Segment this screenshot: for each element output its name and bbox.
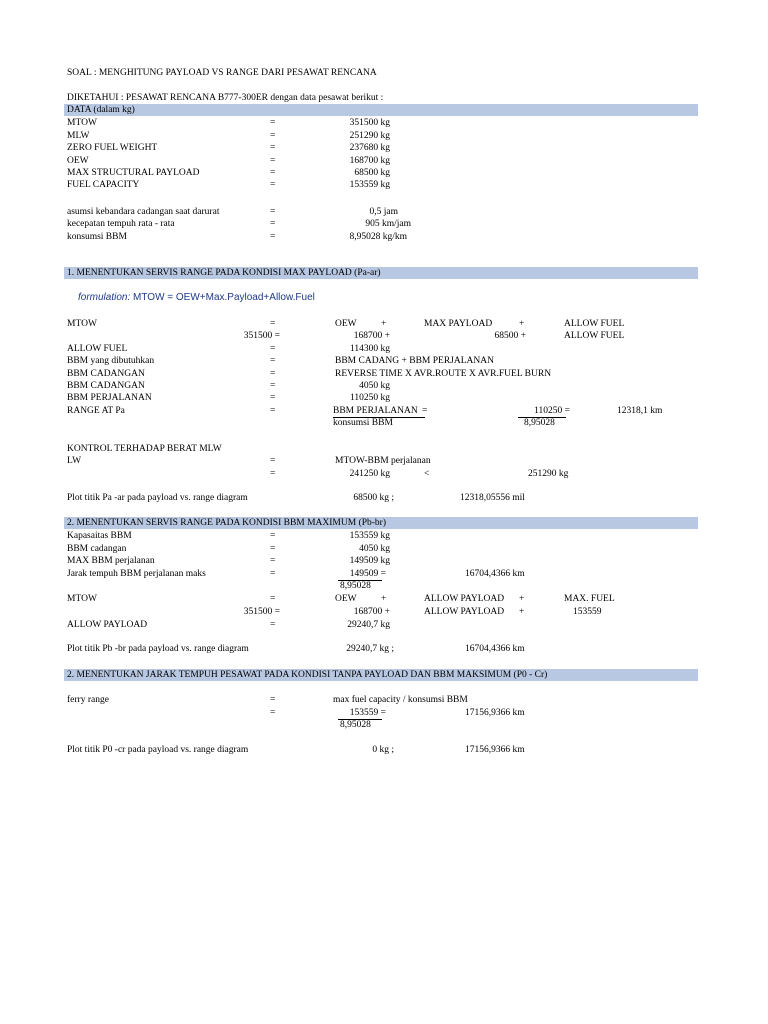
plot-pb-payload: 29240,7 kg ; <box>346 644 394 654</box>
plus: + <box>519 607 525 617</box>
equals: = <box>270 219 276 229</box>
data-value: 153559 kg <box>349 180 390 190</box>
allow-fuel-label: ALLOW FUEL <box>564 319 625 329</box>
plus: + <box>519 594 525 604</box>
range-divisor: 8,95028 <box>524 418 555 428</box>
ferry-result: 17156,9366 km <box>465 708 525 718</box>
equals: = <box>270 232 276 242</box>
equals: = <box>270 131 276 141</box>
data-value: 68500 kg <box>354 168 390 178</box>
page-title: SOAL : MENGHITUNG PAYLOAD VS RANGE DARI PESAWAT RENCANA <box>67 68 377 78</box>
oew-label: OEW <box>335 594 357 604</box>
kontrol-heading: KONTROL TERHADAP BERAT MLW <box>67 444 222 454</box>
equals: = <box>270 531 276 541</box>
data-label: OEW <box>67 156 89 166</box>
range-label: RANGE AT Pa <box>67 406 125 416</box>
allow-payload-row-label: ALLOW PAYLOAD <box>67 620 148 630</box>
equals: = <box>270 207 276 217</box>
max-fuel-value: 153559 <box>573 607 602 617</box>
equals: = <box>270 118 276 128</box>
jarak-result: 16704,4366 km <box>465 569 525 579</box>
plot-pa-range: 12318,05556 mil <box>460 493 525 503</box>
equals: = <box>270 393 276 403</box>
plot-p0-range: 17156,9366 km <box>465 745 525 755</box>
bbm-cadangan-label: BBM CADANGAN <box>67 369 145 379</box>
plus: + <box>519 319 525 329</box>
max-payload-value: 68500 + <box>494 331 526 341</box>
less-than: < <box>424 469 430 479</box>
oew-label: OEW <box>335 319 357 329</box>
data-label: MAX STRUCTURAL PAYLOAD <box>67 168 200 178</box>
section-2-header: 2. MENENTUKAN SERVIS RANGE PADA KONDISI BBM MAXIMUM (Pb-br) <box>67 518 387 528</box>
mtow-label: MTOW <box>67 319 97 329</box>
oew-value: 168700 + <box>353 331 390 341</box>
assumption-value: 0,5 jam <box>369 207 398 217</box>
allow-fuel-label: ALLOW FUEL <box>564 331 625 341</box>
equals: = <box>270 620 276 630</box>
assumption-value: 8,95028 kg/km <box>349 232 407 242</box>
plus: + <box>381 319 387 329</box>
section-1-header: 1. MENENTUKAN SERVIS RANGE PADA KONDISI MAX PAYLOAD (Pa-ar) <box>67 268 381 278</box>
bbm-perjalanan-label: BBM PERJALANAN <box>67 393 152 403</box>
formula-italic: formulation: <box>78 292 131 303</box>
plot-pa-label: Plot titik Pa -ar pada payload vs. range diagram <box>67 493 248 503</box>
assumption-label: konsumsi BBM <box>67 232 127 242</box>
equals: = <box>270 695 276 705</box>
plot-p0-label: Plot titik P0 -cr pada payload vs. range diagram <box>67 745 249 755</box>
range-numerator: BBM PERJALANAN <box>333 406 418 416</box>
lw-formula: MTOW-BBM perjalanan <box>335 456 431 466</box>
equals: = <box>270 168 276 178</box>
range-value: 110250 = <box>534 406 570 416</box>
data-label: MLW <box>67 131 90 141</box>
bbm-need-label: BBM yang dibutuhkan <box>67 356 155 366</box>
data-header: DATA (dalam kg) <box>67 105 135 115</box>
assumption-label: asumsi kebandara cadangan saat darurat <box>67 207 220 217</box>
allow-payload-label: ALLOW PAYLOAD <box>424 594 505 604</box>
lw-label: LW <box>67 456 82 466</box>
ferry-denominator: 8,95028 <box>340 720 371 730</box>
equals: = <box>270 156 276 166</box>
equals: = <box>270 356 276 366</box>
formula-text: MTOW = OEW+Max.Payload+Allow.Fuel <box>130 292 315 303</box>
equals: = <box>270 381 276 391</box>
data-value: 237680 kg <box>349 143 390 153</box>
s2-row-label: MAX BBM perjalanan <box>67 556 155 566</box>
allow-payload-label: ALLOW PAYLOAD <box>424 607 505 617</box>
bbm-perjalanan-value: 110250 kg <box>349 393 390 403</box>
equals: = <box>270 569 276 579</box>
section-3-header: 2. MENENTUKAN JARAK TEMPUH PESAWAT PADA KONDISI TANPA PAYLOAD DAN BBM MAKSIMUM (P0 - Cr) <box>67 670 548 680</box>
equals: = <box>270 708 276 718</box>
data-value: 351500 kg <box>349 118 390 128</box>
equals: = <box>270 556 276 566</box>
equals: = <box>270 456 276 466</box>
ferry-range-formula: max fuel capacity / konsumsi BBM <box>333 695 468 705</box>
equals: = <box>422 406 428 416</box>
data-header-band <box>64 104 698 116</box>
formula <box>78 292 315 304</box>
plot-pb-range: 16704,4366 km <box>465 644 525 654</box>
jarak-denominator: 8,95028 <box>340 581 371 591</box>
s2-row-value: 149509 kg <box>349 556 390 566</box>
range-denominator: konsumsi BBM <box>333 418 393 428</box>
allow-fuel-value: 114300 kg <box>349 344 390 354</box>
data-value: 251290 kg <box>349 131 390 141</box>
ferry-numerator: 153559 = <box>349 708 386 718</box>
s2-row-value: 153559 kg <box>349 531 390 541</box>
mlw-value: 251290 kg <box>528 469 569 479</box>
mtow-value: 351500 = <box>243 607 280 617</box>
data-label: ZERO FUEL WEIGHT <box>67 143 158 153</box>
data-value: 168700 kg <box>349 156 390 166</box>
equals: = <box>270 594 276 604</box>
equals: = <box>270 544 276 554</box>
given-text: DIKETAHUI : PESAWAT RENCANA B777-300ER dengan data pesawat berikut : <box>67 93 384 103</box>
s2-row-label: Kapasaitas BBM <box>67 531 132 541</box>
jarak-label: Jarak tempuh BBM perjalanan maks <box>67 569 206 579</box>
data-label: FUEL CAPACITY <box>67 180 140 190</box>
mtow-label: MTOW <box>67 594 97 604</box>
mtow-value: 351500 = <box>243 331 280 341</box>
equals: = <box>270 344 276 354</box>
plot-pb-label: Plot titik Pb -br pada payload vs. range diagram <box>67 644 249 654</box>
equals: = <box>270 143 276 153</box>
assumption-label: kecepatan tempuh rata - rata <box>67 219 175 229</box>
s2-row-label: BBM cadangan <box>67 544 127 554</box>
bbm-cadangan-label: BBM CADANGAN <box>67 381 145 391</box>
range-result: 12318,1 km <box>617 406 663 416</box>
allow-fuel-row-label: ALLOW FUEL <box>67 344 128 354</box>
bbm-need-value: BBM CADANG + BBM PERJALANAN <box>335 356 494 366</box>
equals: = <box>270 319 276 329</box>
max-fuel-label: MAX. FUEL <box>564 594 615 604</box>
plot-p0-payload: 0 kg ; <box>372 745 394 755</box>
equals: = <box>270 180 276 190</box>
plus: + <box>381 594 387 604</box>
bbm-cadangan-formula: REVERSE TIME X AVR.ROUTE X AVR.FUEL BURN <box>335 369 552 379</box>
max-payload-label: MAX PAYLOAD <box>424 319 493 329</box>
bbm-cadangan-value: 4050 kg <box>359 381 390 391</box>
ferry-range-label: ferry range <box>67 695 109 705</box>
lw-value: 241250 kg <box>349 469 390 479</box>
equals: = <box>270 369 276 379</box>
allow-payload-value: 29240,7 kg <box>347 620 390 630</box>
data-label: MTOW <box>67 118 97 128</box>
s2-row-value: 4050 kg <box>359 544 390 554</box>
plot-pa-payload: 68500 kg ; <box>353 493 394 503</box>
equals: = <box>270 406 276 416</box>
oew-value: 168700 + <box>353 607 390 617</box>
equals: = <box>270 469 276 479</box>
assumption-value: 905 km/jam <box>365 219 411 229</box>
jarak-numerator: 149509 = <box>349 569 386 579</box>
